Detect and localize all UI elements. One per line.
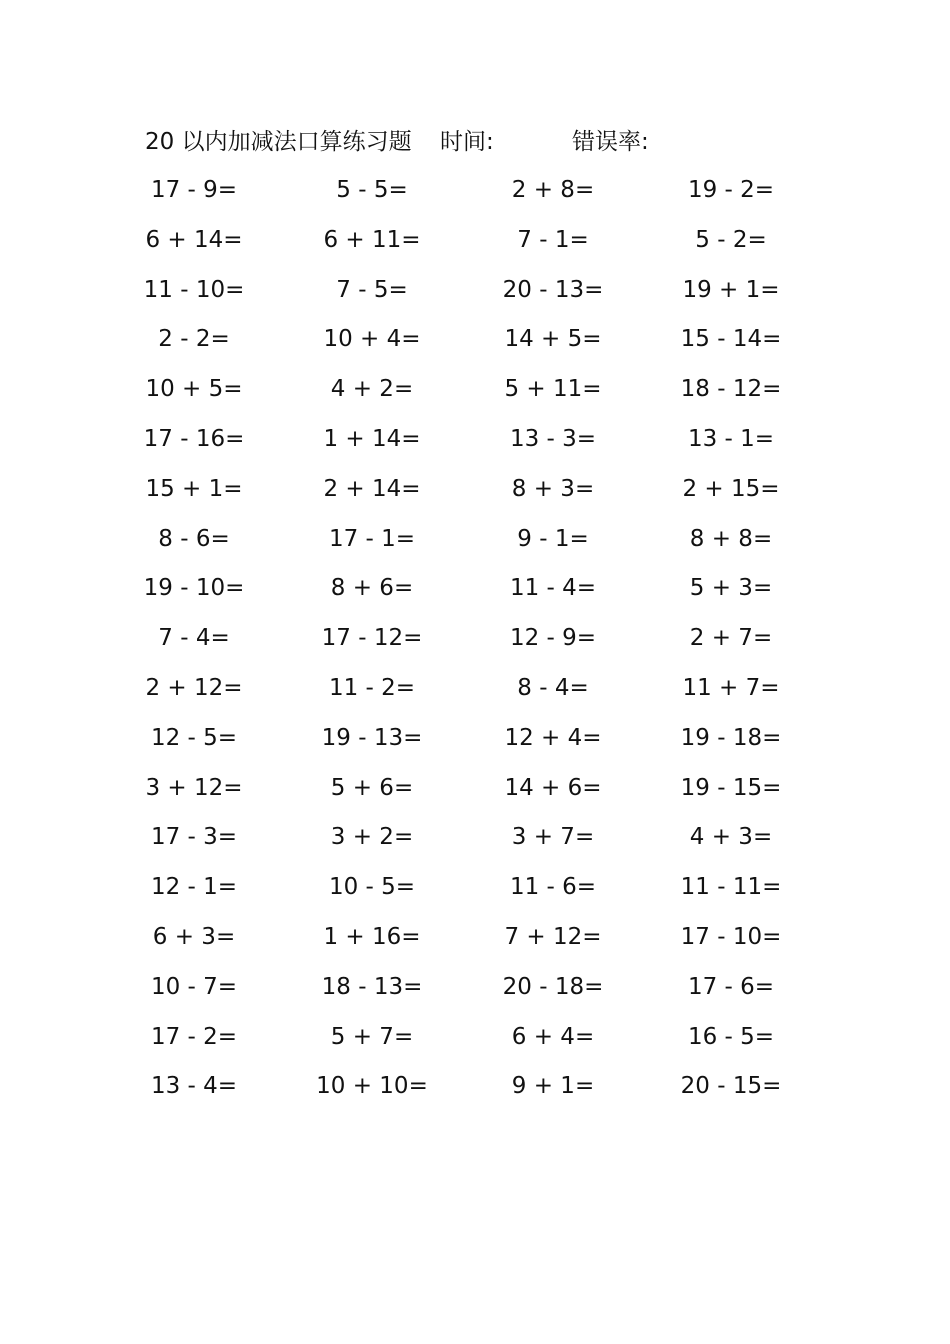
arithmetic-problem: 12 - 1= (150, 874, 238, 901)
problem-row (0, 515, 950, 565)
problem-row (0, 1013, 950, 1063)
arithmetic-problem: 11 - 4= (509, 575, 597, 602)
arithmetic-problem: 12 + 4= (504, 724, 602, 751)
arithmetic-problem: 19 + 1= (682, 276, 780, 303)
arithmetic-problem: 8 + 3= (511, 475, 595, 502)
arithmetic-problem: 16 - 5= (687, 1023, 775, 1050)
problem-row (0, 963, 950, 1013)
arithmetic-problem: 8 + 6= (330, 575, 414, 602)
arithmetic-problem: 17 - 3= (150, 824, 238, 851)
problem-row (0, 714, 950, 764)
arithmetic-problem: 18 - 13= (321, 973, 423, 1000)
arithmetic-problem: 19 - 10= (143, 575, 245, 602)
arithmetic-problem: 6 + 3= (152, 923, 236, 950)
arithmetic-problem: 5 - 5= (336, 177, 408, 203)
arithmetic-problem: 14 + 5= (504, 326, 602, 353)
arithmetic-problem: 11 + 7= (682, 674, 780, 701)
arithmetic-problem: 20 - 13= (502, 276, 604, 303)
arithmetic-problem: 2 + 8= (511, 177, 595, 203)
arithmetic-problem: 8 - 4= (517, 674, 589, 701)
arithmetic-problem: 19 - 15= (680, 774, 782, 801)
arithmetic-problem: 17 - 10= (680, 923, 782, 950)
arithmetic-problem: 15 + 1= (145, 475, 243, 502)
arithmetic-problem: 17 - 9= (150, 177, 238, 203)
error-rate-label: 错误率: (572, 129, 649, 155)
problem-row (0, 1062, 950, 1112)
problem-row (0, 564, 950, 614)
problem-row (0, 465, 950, 515)
arithmetic-problem: 10 - 5= (328, 874, 416, 901)
arithmetic-problem: 6 + 14= (145, 226, 243, 253)
arithmetic-problem: 3 + 12= (145, 774, 243, 801)
arithmetic-problem: 13 - 1= (687, 425, 775, 452)
problem-row (0, 913, 950, 963)
arithmetic-problem: 19 - 2= (687, 177, 775, 203)
problem-row (0, 266, 950, 316)
worksheet-title: 20 以内加减法口算练习题 (145, 129, 412, 155)
arithmetic-problem: 18 - 12= (680, 376, 782, 403)
arithmetic-problem: 10 + 4= (323, 326, 421, 353)
arithmetic-problem: 13 - 4= (150, 1073, 238, 1100)
arithmetic-problem: 8 + 8= (689, 525, 773, 552)
arithmetic-problem: 17 - 16= (143, 425, 245, 452)
worksheet-header (0, 120, 950, 164)
problem-row (0, 614, 950, 664)
arithmetic-problem: 5 + 11= (504, 376, 602, 403)
arithmetic-problem: 13 - 3= (509, 425, 597, 452)
arithmetic-problem: 11 - 10= (143, 276, 245, 303)
arithmetic-problem: 2 + 14= (323, 475, 421, 502)
problem-row (0, 764, 950, 814)
arithmetic-problem: 5 + 6= (330, 774, 414, 801)
arithmetic-problem: 7 - 1= (517, 226, 589, 253)
arithmetic-problem: 12 - 5= (150, 724, 238, 751)
arithmetic-problem: 9 + 1= (511, 1073, 595, 1100)
arithmetic-problem: 14 + 6= (504, 774, 602, 801)
arithmetic-problem: 10 + 5= (145, 376, 243, 403)
arithmetic-problem: 20 - 15= (680, 1073, 782, 1100)
arithmetic-problem: 2 + 12= (145, 674, 243, 701)
arithmetic-problem: 17 - 1= (328, 525, 416, 552)
problem-row (0, 813, 950, 863)
arithmetic-problem: 12 - 9= (509, 625, 597, 652)
arithmetic-problem: 8 - 6= (158, 525, 230, 552)
arithmetic-problem: 1 + 16= (323, 923, 421, 950)
problem-grid (0, 166, 950, 1112)
problem-row (0, 216, 950, 266)
problem-row (0, 664, 950, 714)
arithmetic-problem: 20 - 18= (502, 973, 604, 1000)
problem-row (0, 415, 950, 465)
problem-row (0, 315, 950, 365)
arithmetic-problem: 6 + 11= (323, 226, 421, 253)
arithmetic-problem: 6 + 4= (511, 1023, 595, 1050)
arithmetic-problem: 7 - 4= (158, 625, 230, 652)
arithmetic-problem: 3 + 2= (330, 824, 414, 851)
arithmetic-problem: 11 - 11= (680, 874, 782, 901)
arithmetic-problem: 2 + 15= (682, 475, 780, 502)
arithmetic-problem: 17 - 12= (321, 625, 423, 652)
arithmetic-problem: 7 + 12= (504, 923, 602, 950)
problem-row (0, 365, 950, 415)
arithmetic-problem: 5 - 2= (695, 226, 767, 253)
arithmetic-problem: 10 - 7= (150, 973, 238, 1000)
arithmetic-problem: 5 + 3= (689, 575, 773, 602)
arithmetic-problem: 3 + 7= (511, 824, 595, 851)
arithmetic-problem: 4 + 2= (330, 376, 414, 403)
arithmetic-problem: 15 - 14= (680, 326, 782, 353)
arithmetic-problem: 11 - 6= (509, 874, 597, 901)
arithmetic-problem: 11 - 2= (328, 674, 416, 701)
arithmetic-problem: 10 + 10= (316, 1073, 428, 1100)
arithmetic-problem: 19 - 18= (680, 724, 782, 751)
arithmetic-problem: 2 - 2= (158, 326, 230, 353)
time-label: 时间: (440, 129, 494, 155)
arithmetic-problem: 17 - 2= (150, 1023, 238, 1050)
arithmetic-problem: 5 + 7= (330, 1023, 414, 1050)
arithmetic-problem: 2 + 7= (689, 625, 773, 652)
problem-row (0, 166, 950, 216)
arithmetic-problem: 7 - 5= (336, 276, 408, 303)
arithmetic-problem: 1 + 14= (323, 425, 421, 452)
arithmetic-problem: 19 - 13= (321, 724, 423, 751)
problem-row (0, 863, 950, 913)
arithmetic-problem: 17 - 6= (687, 973, 775, 1000)
arithmetic-problem: 9 - 1= (517, 525, 589, 552)
arithmetic-problem: 4 + 3= (689, 824, 773, 851)
